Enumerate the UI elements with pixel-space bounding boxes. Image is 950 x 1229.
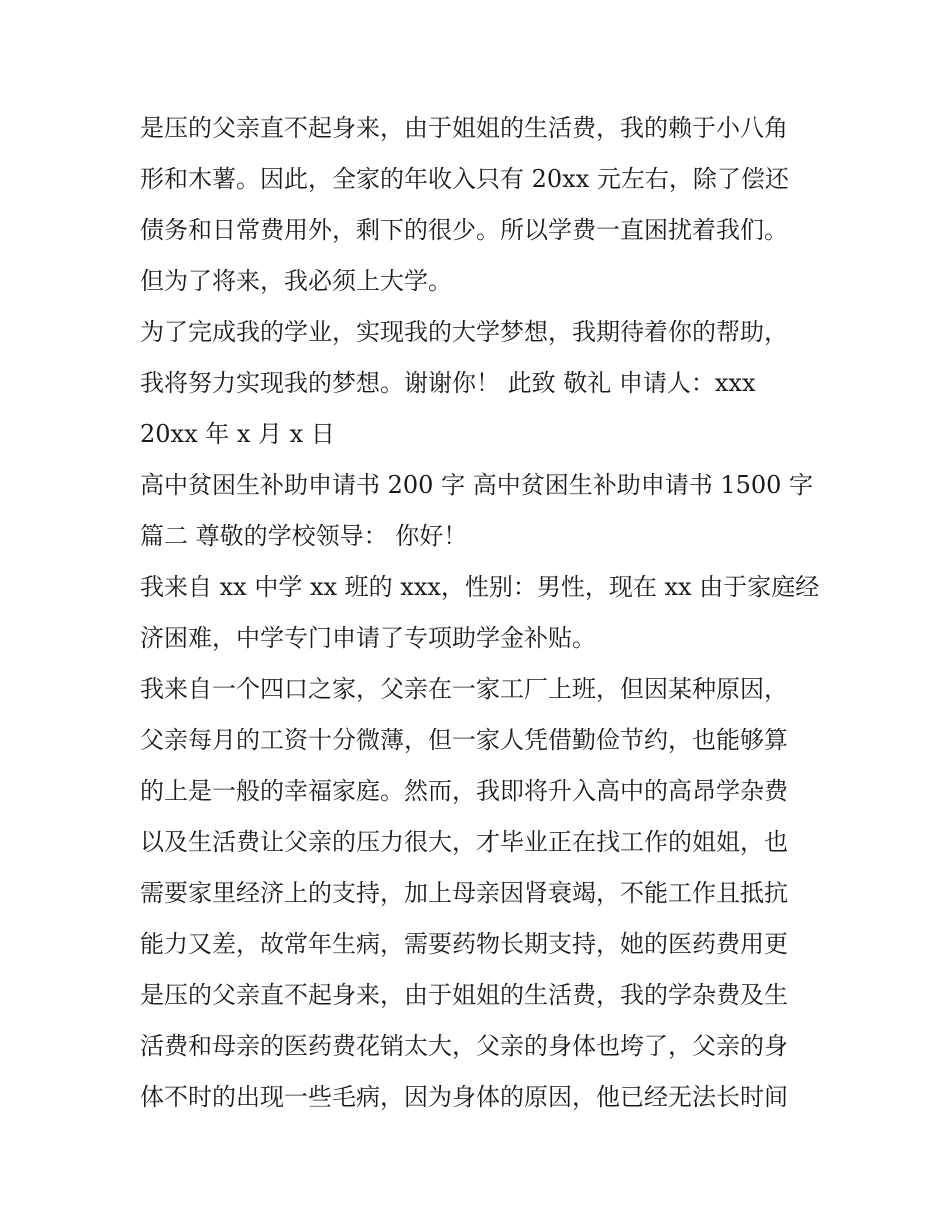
text-line: 的上是一般的幸福家庭。然而，我即将升入高中的高昂学杂费 <box>140 777 788 805</box>
document-body <box>140 103 820 1123</box>
text-line: 活费和母亲的医药费花销太大，父亲的身体也垮了，父亲的身 <box>140 1032 788 1060</box>
text-line: 体不时的出现一些毛病，因为身体的原因，他已经无法长时间 <box>140 1083 788 1111</box>
text-line: 是压的父亲直不起身来，由于姐姐的生活费，我的学杂费及生 <box>140 981 788 1009</box>
text-line: 我来自一个四口之家，父亲在一家工厂上班，但因某种原因， <box>140 675 788 703</box>
text-line: 债务和日常费用外，剩下的很少。所以学费一直困扰着我们。 <box>140 216 788 244</box>
text-line: 但为了将来，我必须上大学。 <box>140 267 452 295</box>
text-line: 形和木薯。因此，全家的年收入只有 20xx 元左右，除了偿还 <box>140 165 789 193</box>
text-line: 济困难，中学专门申请了专项助学金补贴。 <box>140 624 596 652</box>
text-line: 20xx 年 x 月 x 日 <box>140 420 335 448</box>
text-line: 父亲每月的工资十分微薄，但一家人凭借勤俭节约，也能够算 <box>140 726 788 754</box>
text-line: 以及生活费让父亲的压力很大，才毕业正在找工作的姐姐，也 <box>140 828 788 856</box>
text-line: 我将努力实现我的梦想。谢谢你！ 此致 敬礼 申请人：xxx <box>140 369 756 397</box>
text-line: 篇二 尊敬的学校领导： 你好！ <box>140 522 468 550</box>
text-line: 是压的父亲直不起身来，由于姐姐的生活费，我的赖于小八角 <box>140 114 788 142</box>
text-line: 高中贫困生补助申请书 200 字 高中贫困生补助申请书 1500 字 <box>140 471 814 499</box>
text-line: 能力又差，故常年生病，需要药物长期支持，她的医药费用更 <box>140 930 788 958</box>
text-line: 我来自 xx 中学 xx 班的 xxx，性别：男性，现在 xx 由于家庭经 <box>140 573 820 601</box>
text-line: 需要家里经济上的支持，加上母亲因肾衰竭，不能工作且抵抗 <box>140 879 788 907</box>
text-line: 为了完成我的学业，实现我的大学梦想，我期待着你的帮助， <box>140 318 788 346</box>
